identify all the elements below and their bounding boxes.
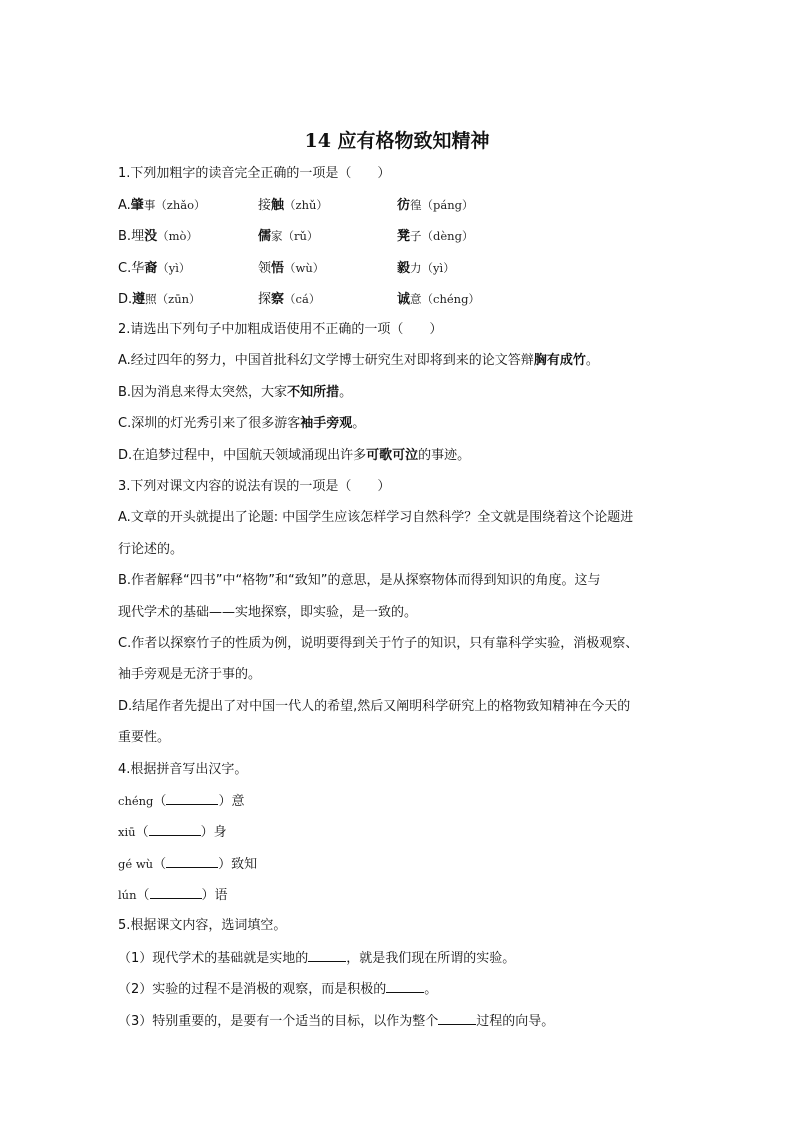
q1-option-a-word-3: 彷徨（páng） bbox=[397, 198, 474, 213]
answer-blank[interactable] bbox=[386, 979, 424, 993]
q1-option-c-word-1: C.华裔（yì） bbox=[118, 261, 191, 276]
q1-option-a-word-1: A.肇事（zhǎo） bbox=[118, 198, 206, 213]
q1-stem: 1.下列加粗字的读音完全正确的一项是（ ） bbox=[118, 166, 391, 181]
answer-blank[interactable] bbox=[166, 791, 218, 805]
q3-option-c-line2: 袖手旁观是无济于事的。 bbox=[118, 667, 262, 682]
q4-item-1: chéng（ ）意 bbox=[118, 791, 244, 812]
q1-option-b-word-1: B.埋没（mò） bbox=[118, 229, 198, 244]
q3-option-d-line1: D.结尾作者先提出了对中国一代人的希望,然后又阐明科学研究上的格物致知精神在今天的 bbox=[118, 699, 631, 714]
q4-item-3: gé wù（ ）致知 bbox=[118, 854, 257, 875]
q2-option-d: D.在追梦过程中，中国航天领域涌现出许多可歌可泣的事迹。 bbox=[118, 448, 471, 463]
answer-blank[interactable] bbox=[308, 948, 346, 962]
q3-stem: 3.下列对课文内容的说法有误的一项是（ ） bbox=[118, 479, 391, 494]
answer-blank[interactable] bbox=[166, 854, 218, 868]
q2-option-c: C.深圳的灯光秀引来了很多游客袖手旁观。 bbox=[118, 416, 366, 431]
answer-blank[interactable] bbox=[149, 822, 201, 836]
q1-option-c-word-3: 毅力（yì） bbox=[397, 261, 455, 276]
q1-option-b-word-3: 凳子（dèng） bbox=[397, 229, 474, 244]
q5-sentence-3: （3）特别重要的，是要有一个适当的目标，以作为整个 过程的向导。 bbox=[118, 1011, 554, 1032]
q1-option-c-word-2: 领悟（wù） bbox=[258, 261, 325, 276]
answer-blank[interactable] bbox=[438, 1011, 476, 1025]
q5-sentence-1: （1）现代学术的基础就是实地的 ，就是我们现在所谓的实验。 bbox=[118, 948, 515, 969]
q2-option-b: B.因为消息来得太突然，大家不知所措。 bbox=[118, 385, 353, 400]
answer-blank[interactable] bbox=[150, 885, 202, 899]
q1-option-d-word-3: 诚意（chéng） bbox=[397, 292, 480, 307]
q5-stem: 5.根据课文内容，选词填空。 bbox=[118, 918, 287, 933]
q1-option-d-word-1: D.遵照（zūn） bbox=[118, 292, 201, 307]
q1-option-d-word-2: 探察（cá） bbox=[258, 292, 321, 307]
q2-stem: 2.请选出下列句子中加粗成语使用不正确的一项（ ） bbox=[118, 322, 443, 337]
q3-option-b-line1: B.作者解释“四书”中“格物”和“致知”的意思，是从探察物体而得到知识的角度。这与 bbox=[118, 573, 601, 588]
q3-option-b-line2: 现代学术的基础——实地探察，即实验，是一致的。 bbox=[118, 605, 418, 620]
q2-option-a: A.经过四年的努力，中国首批科幻文学博士研究生对即将到来的论文答辩胸有成竹。 bbox=[118, 353, 599, 368]
q5-sentence-2: （2）实验的过程不是消极的观察，而是积极的 。 bbox=[118, 979, 437, 1000]
q3-option-a-line1: A.文章的开头就提出了论题: 中国学生应该怎样学习自然科学？全文就是围绕着这个论题进 bbox=[118, 510, 634, 525]
q3-option-a-line2: 行论述的。 bbox=[118, 542, 184, 557]
q3-option-d-line2: 重要性。 bbox=[118, 730, 171, 745]
q4-item-2: xiū（ ）身 bbox=[118, 822, 227, 843]
q3-option-c-line1: C.作者以探察竹子的性质为例，说明要得到关于竹子的知识，只有靠科学实验，消极观察、 bbox=[118, 636, 639, 651]
page-title: 14 应有格物致知精神 bbox=[304, 130, 490, 152]
q4-item-4: lún（ ）语 bbox=[118, 885, 228, 906]
q4-stem: 4.根据拼音写出汉字。 bbox=[118, 762, 248, 777]
q1-option-a-word-2: 接触（zhǔ） bbox=[258, 198, 328, 213]
q1-option-b-word-2: 儒家（rǔ） bbox=[258, 229, 319, 244]
